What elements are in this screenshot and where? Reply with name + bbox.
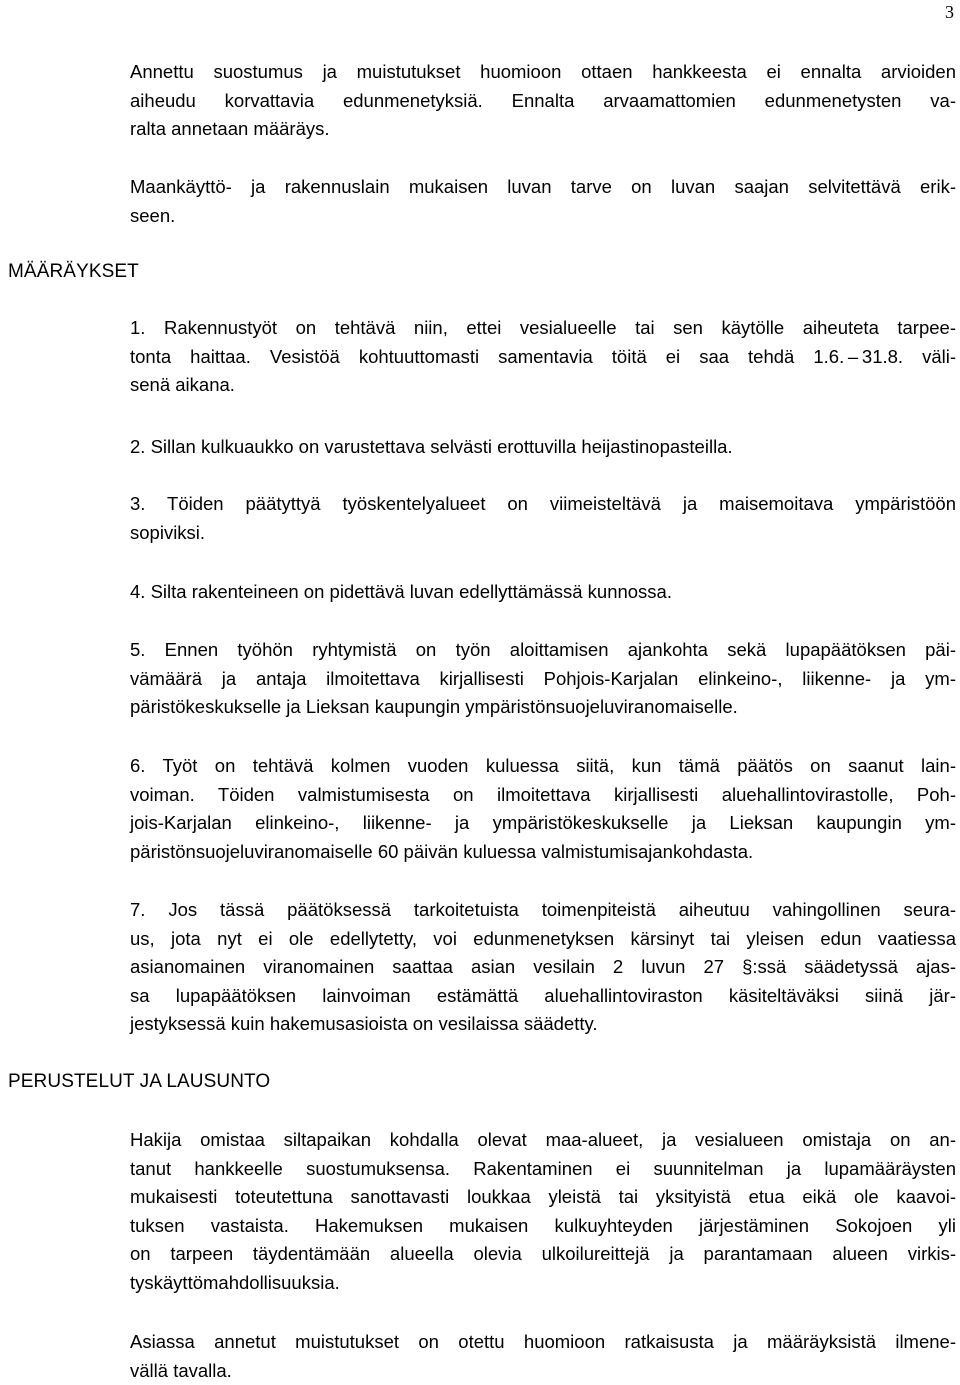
order-item-7 <box>130 896 956 1039</box>
section-heading-perustelut: PERUSTELUT JA LAUSUNTO <box>8 1071 271 1092</box>
text-line: 7. Jos tässä päätöksessä tarkoitetuista toimenpiteistä aiheutuu vahingollinen seura- <box>130 899 956 920</box>
text-line: 3. Töiden päätyttyä työskentelyalueet on viimeisteltävä ja maisemoitava ympäristöön <box>130 493 956 514</box>
text-line: jois-Karjalan elinkeino-, liikenne- ja ympäristökeskukselle ja Lieksan kaupungin ym- <box>130 812 956 834</box>
text-line: Asiassa annetut muistutukset on otettu huomioon ratkaisusta ja määräyksistä ilmene- <box>130 1331 956 1352</box>
text-line: voiman. Töiden valmistumisesta on ilmoitettava kirjallisesti aluehallintovirastolle, Poh- <box>130 783 956 805</box>
text-line: 4. Silta rakenteineen on pidettävä luvan edellyttämässä kunnossa. <box>130 581 672 602</box>
intro-paragraph-1 <box>130 58 956 144</box>
text-line: mukaisesti toteutettuna sanottavasti loukkaa yleistä tai yksityistä etua eikä ole kaavoi- <box>130 1186 956 1208</box>
order-item-4 <box>130 578 956 607</box>
text-line: ralta annetaan määräys. <box>130 118 330 140</box>
text-line: Maankäyttö- ja rakennuslain mukaisen luvan tarve on luvan saajan selvitettävä erik- <box>130 176 956 197</box>
text-line: päristönsuojeluviranomaiselle 60 päivän kuluessa valmistumisajankohdasta. <box>130 840 754 862</box>
order-item-1 <box>130 314 956 400</box>
text-line: us, jota nyt ei ole edellytetty, voi edunmenetyksen kärsinyt tai yleisen edun vaatiessa <box>130 927 956 949</box>
text-line: Annettu suostumus ja muistutukset huomioon ottaen hankkeesta ei ennalta arvioiden <box>130 61 956 82</box>
order-item-3 <box>130 490 956 547</box>
text-line: 5. Ennen työhön ryhtymistä on työn aloittamisen ajankohta sekä lupapäätöksen päi- <box>130 639 956 660</box>
text-line: tuksen vastaista. Hakemuksen mukaisen kulkuyhteyden järjestäminen Sokojoen yli <box>130 1214 956 1236</box>
order-item-6 <box>130 752 956 866</box>
order-item-5 <box>130 636 956 722</box>
text-line: 1. Rakennustyöt on tehtävä niin, ettei vesialueelle tai sen käytölle aiheuteta tarpee- <box>130 317 956 338</box>
intro-paragraph-2 <box>130 173 956 230</box>
text-line: vällä tavalla. <box>130 1359 232 1381</box>
text-line: asianomainen viranomainen saattaa asian vesilain 2 luvun 27 §:ssä säädetyssä ajas- <box>130 956 956 978</box>
section-heading-maaraykset: MÄÄRÄYKSET <box>8 261 139 282</box>
text-line: tonta haittaa. Vesistöä kohtuuttomasti samentavia töitä ei saa tehdä 1.6. – 31.8. väli- <box>130 345 956 367</box>
text-line: sopiviksi. <box>130 521 206 543</box>
text-line: seen. <box>130 204 176 226</box>
text-line: sa lupapäätöksen lainvoiman estämättä aluehallintoviraston käsiteltäväksi siinä jär- <box>130 984 956 1006</box>
text-line: tyskäyttömahdollisuuksia. <box>130 1271 340 1293</box>
reasoning-paragraph-2 <box>130 1328 956 1385</box>
text-line: Hakija omistaa siltapaikan kohdalla olevat maa-alueet, ja vesialueen omistaja on an- <box>130 1129 956 1150</box>
order-item-2 <box>130 433 956 462</box>
text-line: 2. Sillan kulkuaukko on varustettava selvästi erottuvilla heijastinopasteilla. <box>130 436 733 457</box>
page-number: 3 <box>945 2 954 22</box>
text-line: 6. Työt on tehtävä kolmen vuoden kuluessa siitä, kun tämä päätös on saanut lain- <box>130 755 956 776</box>
text-line: tanut hankkeelle suostumuksensa. Rakentaminen ei suunnitelman ja lupamääräysten <box>130 1157 956 1179</box>
text-line: senä aikana. <box>130 374 235 396</box>
text-line: aiheudu korvattavia edunmenetyksiä. Ennalta arvaamattomien edunmenetysten va- <box>130 89 956 111</box>
reasoning-paragraph-1 <box>130 1126 956 1298</box>
text-line: vämäärä ja antaja ilmoitettava kirjallisesti Pohjois-Karjalan elinkeino-, liikenne- ja ym- <box>130 667 956 689</box>
text-line: jestyksessä kuin hakemusasioista on vesilaissa säädetty. <box>130 1013 598 1035</box>
text-line: päristökeskukselle ja Lieksan kaupungin ympäristönsuojeluviranomaiselle. <box>130 696 738 718</box>
text-line: on tarpeen täydentämään alueella olevia ulkoilureittejä ja parantamaan alueen virkis- <box>130 1243 956 1265</box>
